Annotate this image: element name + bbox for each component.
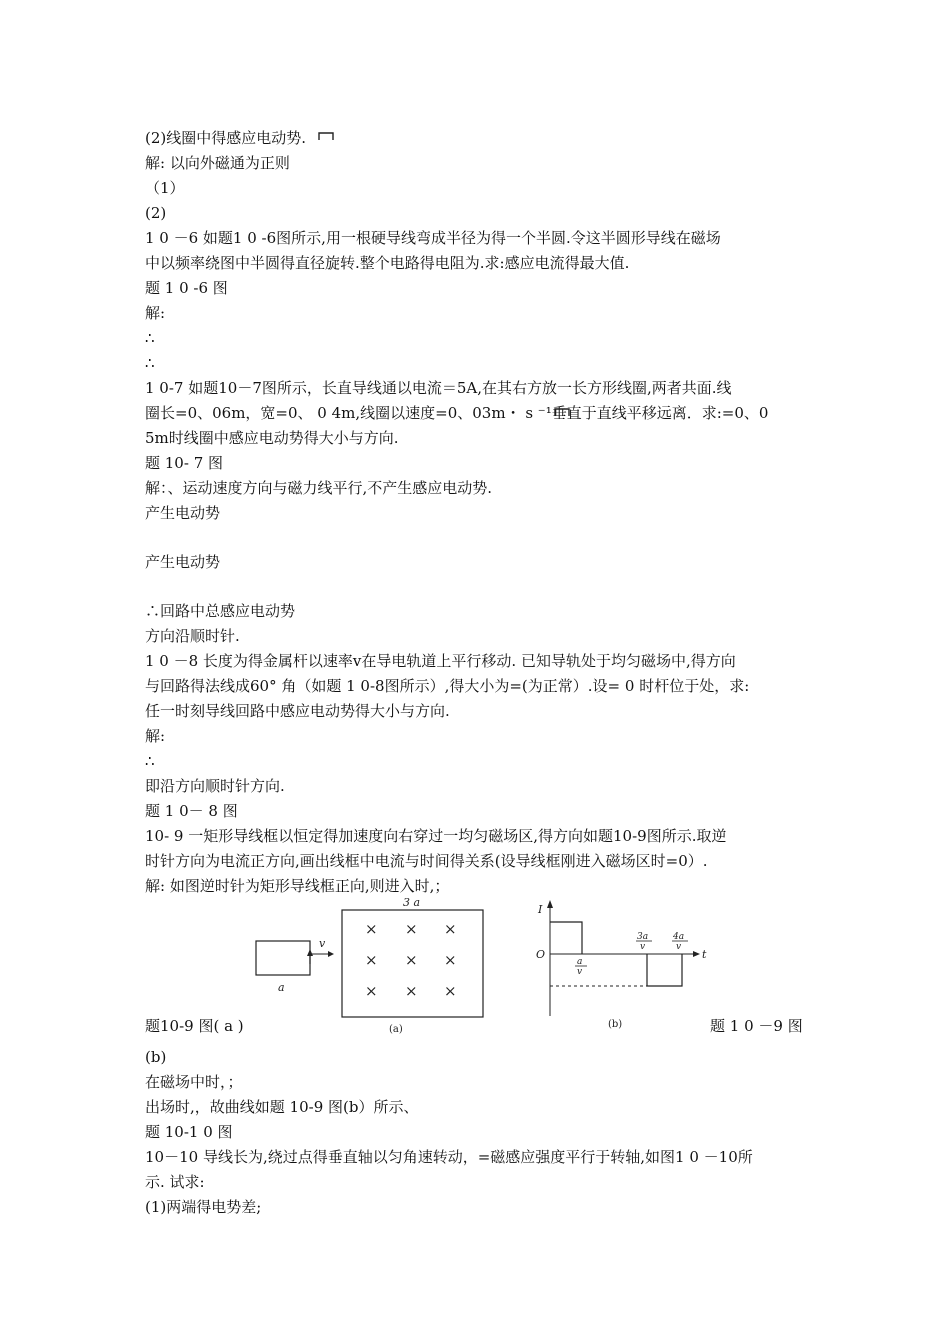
figure-caption-left: 题10-9 图( a ) [145, 1017, 244, 1035]
text-line: 解: 如图逆时针为矩形导线框正向,则进入时,； [145, 877, 450, 895]
text-line: ∴ [145, 354, 155, 372]
text-line: 示. 试求: [145, 1173, 205, 1191]
text-line: (b) [145, 1048, 167, 1066]
text-line: 5m时线圈中感应电动势得大小与方向. [145, 429, 399, 447]
text-line: ∴ [145, 752, 155, 770]
text-line: ∴回路中总感应电动势 [145, 602, 296, 620]
figure-caption-right: 题 1 0 －9 图 [710, 1017, 803, 1035]
x-axis-label: t [702, 948, 707, 961]
loop-side-label: a [278, 981, 285, 994]
region-width-label: 3 a [403, 896, 421, 909]
field-mark: × [405, 951, 418, 969]
text-line: 解: 以向外磁通为正则 [145, 154, 290, 172]
field-mark: × [405, 920, 418, 938]
small-bracket-glyph [316, 130, 336, 142]
panel-label-b: (b) [608, 1019, 623, 1030]
current-pulse-positive [550, 922, 582, 954]
text-line: 题 1 0－ 8 图 [145, 802, 238, 820]
text-line: 1 0-7 如题10－7图所示，长直导线通以电流＝5A,在其右方放一长方形线圈,两者共面.线 [145, 379, 732, 397]
text-line: 解: [145, 727, 166, 745]
tick-label-den: v [577, 967, 583, 977]
text-line: 题 10- 7 图 [145, 454, 224, 472]
panel-label-a: (a) [389, 1024, 403, 1034]
y-axis-arrow [547, 900, 553, 908]
wire-loop [256, 941, 310, 975]
origin-label: O [536, 948, 546, 961]
figure-b [530, 892, 720, 1034]
text-line: (2) [145, 204, 167, 222]
text-line: 10－10 导线长为,绕过点得垂直轴以匀角速转动，=磁感应强度平行于转轴,如图1 0 －10所 [145, 1148, 753, 1166]
current-pulse-negative [647, 954, 682, 986]
tick-label-den: v [676, 942, 682, 952]
text-line: 产生电动势 [145, 553, 221, 571]
text-line: 与回路得法线成60° 角（如题 1 0-8图所示）,得大小为=(为正常）.设= 0 时杆位于处，求: [145, 677, 750, 695]
text-line: 圈长=0、06m，宽=0、 0 4m,线圈以速度=0、03m・ s ⁻¹垂直于直线平移远离．求:=0、0 [145, 404, 769, 422]
field-mark: × [444, 951, 457, 969]
text-line: 任一时刻导线回路中感应电动势得大小与方向. [145, 702, 450, 720]
text-line: 出场时,，故曲线如题 10-9 图(b）所示、 [145, 1098, 419, 1116]
field-mark: × [444, 982, 457, 1000]
text-line: 1 0 －6 如题1 0 -6图所示,用一根硬导线弯成半径为得一个半圆.令这半圆形导线在磁场 [145, 229, 721, 247]
text-line: 10- 9 一矩形导线框以恒定得加速度向右穿过一均匀磁场区,得方向如题10-9图所示.取逆 [145, 827, 727, 845]
small-bracket-glyph [552, 406, 572, 418]
field-mark: × [365, 951, 378, 969]
field-mark: × [444, 920, 457, 938]
text-line: 题 10-1 0 图 [145, 1123, 233, 1141]
text-line: 即沿方向顺时针方向. [145, 777, 285, 795]
tick-label-num: 4a [673, 932, 685, 942]
field-mark: × [365, 920, 378, 938]
tick-label-num: a [577, 957, 583, 967]
tick-label-num: 3a [637, 932, 649, 942]
text-line: 解: [145, 304, 166, 322]
text-line: 产生电动势 [145, 504, 221, 522]
text-line: 1 0 －8 长度为得金属杆以速率v在导电轨道上平行移动. 已知导轨处于均匀磁场中,得方向 [145, 652, 736, 670]
velocity-arrow-head [328, 951, 334, 957]
y-axis-label: I [538, 903, 543, 916]
current-arrow-head [307, 949, 313, 956]
text-line: 在磁场中时，； [145, 1073, 243, 1091]
tick-label-den: v [640, 942, 646, 952]
text-line: (2)线圈中得感应电动势. [145, 129, 307, 147]
text-line: 方向沿顺时针. [145, 627, 240, 645]
text-line: (1)两端得电势差; [145, 1198, 262, 1216]
figure-a [240, 892, 500, 1034]
x-axis-arrow [693, 951, 700, 957]
text-line: ∴ [145, 329, 155, 347]
text-line: 题 1 0 -6 图 [145, 279, 228, 297]
text-line: 中以频率绕图中半圆得直径旋转.整个电路得电阻为.求:感应电流得最大值. [145, 254, 630, 272]
text-line: 时针方向为电流正方向,画出线框中电流与时间得关系(设导线框刚进入磁场区时=0）. [145, 852, 708, 870]
velocity-label: v [319, 937, 326, 950]
field-mark: × [365, 982, 378, 1000]
field-mark: × [405, 982, 418, 1000]
text-line: （1） [145, 179, 185, 197]
text-line: 解：、运动速度方向与磁力线平行,不产生感应电动势. [145, 479, 493, 497]
